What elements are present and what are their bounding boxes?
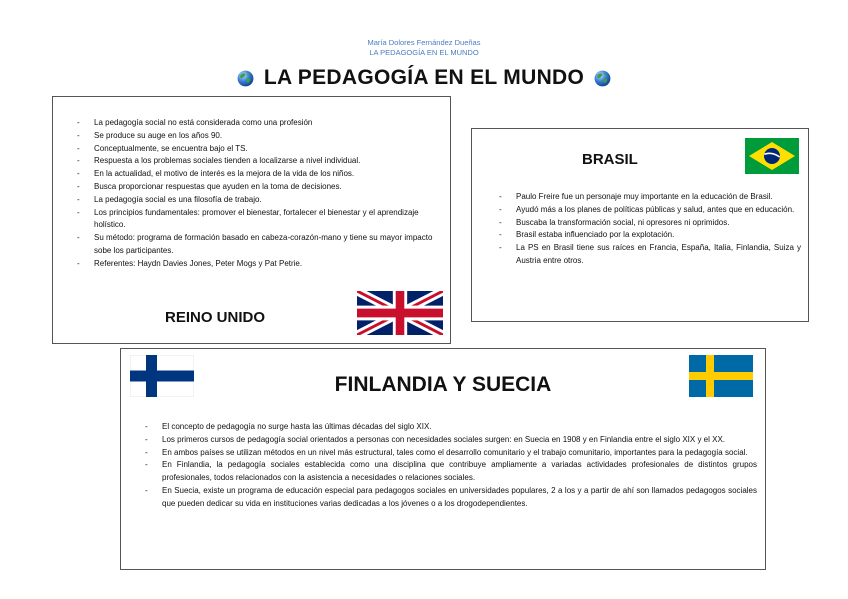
- list-item: - Respuesta a los problemas sociales tienden a localizarse a nivel individual.: [77, 155, 447, 168]
- list-item: - Su método: programa de formación basado en cabeza-corazón-mano y tiene su mayor impacto sobe los participantes.: [77, 232, 447, 258]
- globe-icon: [594, 70, 611, 87]
- globe-icon: [237, 70, 254, 87]
- uk-list: [77, 117, 447, 271]
- list-item: - En Suecia, existe un programa de educación especial para pedagogos sociales en universidades populares, 2 a los y a partir de ahí son llamados pedagogos sociales que pueden dedicar su vida en instituciones varias dedicadas a los jóvenes o a los drogodependientes.: [145, 485, 757, 511]
- uk-section: [52, 96, 451, 344]
- list-item: - El concepto de pedagogía no surge hasta las últimas décadas del siglo XIX.: [145, 421, 757, 434]
- uk-section-title: REINO UNIDO: [165, 309, 266, 326]
- list-item: - Conceptualmente, se encuentra bajo el TS.: [77, 143, 447, 156]
- brazil-flag: [745, 138, 799, 174]
- list-item: - Los primeros cursos de pedagogía social orientados a personas con necesidades sociales surgen: en Suecia en 1908 y en Finlandia entre el siglo XIX y el XX.: [145, 434, 757, 447]
- uk-flag: [357, 291, 443, 335]
- list-item: - En Finlandia, la pedagogía sociales establecida como una disciplina que contribuye ampliamente a variadas actividades profesionales de distintos grupos profesionales, todos relacionados con la asistencia a necesidades o relaciones sociales.: [145, 459, 757, 485]
- list-item: - Brasil estaba influenciado por la explotación.: [499, 229, 801, 242]
- list-item: - Se produce su auge en los años 90.: [77, 130, 447, 143]
- list-item: - Buscaba la transformación social, ni opresores ni oprimidos.: [499, 217, 801, 230]
- header-subtitle: LA PEDAGOGÍA EN EL MUNDO: [369, 48, 479, 57]
- list-item: - Referentes: Haydn Davies Jones, Peter Mogs y Pat Petrie.: [77, 258, 447, 271]
- list-item: - En ambos países se utilizan métodos en un nivel más estructural, tales como el desarrollo comunitario y el trabajo comunitario, importantes para la pedagogía social.: [145, 447, 757, 460]
- finland-sweden-list: [145, 421, 757, 511]
- author-name: María Dolores Fernández Dueñas: [367, 38, 481, 47]
- finland-sweden-section: [120, 348, 766, 570]
- sweden-flag: [689, 355, 753, 397]
- brazil-section-title: BRASIL: [582, 151, 638, 168]
- brazil-list: [499, 191, 801, 268]
- list-item: - La PS en Brasil tiene sus raíces en Francia, España, Italia, Finlandia, Suiza y Austria entre otros.: [499, 242, 801, 268]
- list-item: - La pedagogía social no está considerada como una profesión: [77, 117, 447, 130]
- list-item: - Ayudó más a los planes de políticas públicas y salud, antes que en educación.: [499, 204, 801, 217]
- list-item: - Paulo Freire fue un personaje muy importante en la educación de Brasil.: [499, 191, 801, 204]
- page-title: LA PEDAGOGÍA EN EL MUNDO: [263, 66, 585, 89]
- list-item: - Busca proporcionar respuestas que ayuden en la toma de decisiones.: [77, 181, 447, 194]
- finland-sweden-section-title: FINLANDIA Y SUECIA: [334, 373, 552, 396]
- list-item: - En la actualidad, el motivo de interés es la mejora de la vida de los niños.: [77, 168, 447, 181]
- list-item: - La pedagogía social es una filosofía de trabajo.: [77, 194, 447, 207]
- brazil-section: [471, 128, 809, 322]
- title-row: [0, 66, 848, 90]
- list-item: - Los principios fundamentales: promover el bienestar, fortalecer el bienestar y el aprendizaje holístico.: [77, 207, 447, 233]
